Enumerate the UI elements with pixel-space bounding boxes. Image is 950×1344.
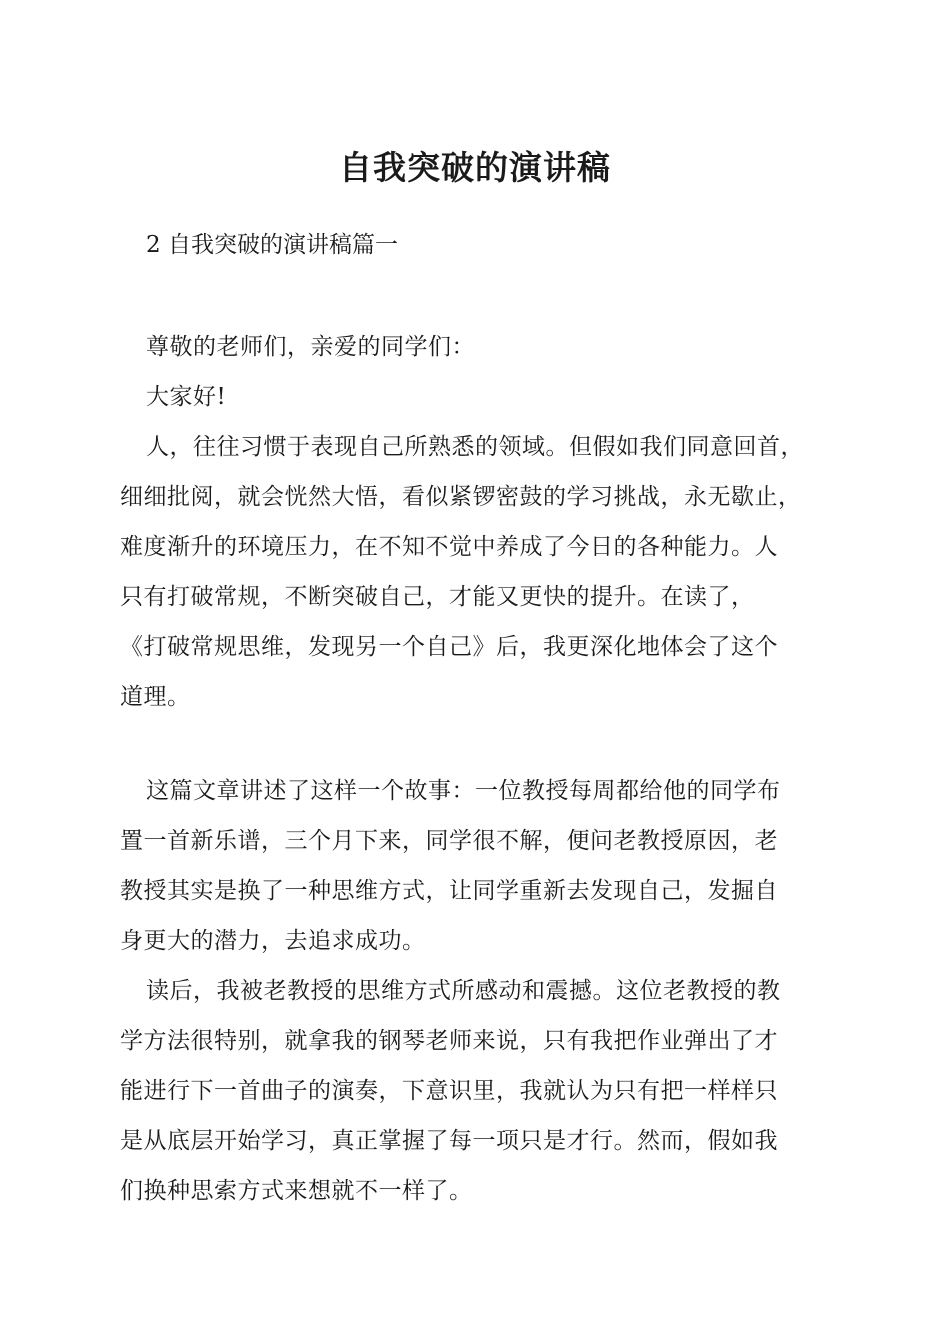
paragraph-2 [120, 766, 860, 966]
text-line: 道理。 [120, 684, 191, 710]
text-line: 人，往往习惯于表现自己所熟悉的领域。但假如我们同意回首， [146, 434, 804, 460]
text-line: 们换种思索方式来想就不一样了。 [120, 1178, 473, 1204]
text-line: 只有打破常规，不断突破自己，才能又更快的提升。在读了， [120, 584, 755, 610]
text-line: 读后，我被老教授的思维方式所感动和震撼。这位老教授的教 [146, 978, 781, 1004]
paragraph-3 [120, 966, 860, 1216]
text-line: 细细批阅，就会恍然大悟，看似紧锣密鼓的学习挑战，永无歇止， [120, 484, 802, 510]
text-line: 这篇文章讲述了这样一个故事：一位教授每周都给他的同学布 [146, 778, 781, 804]
text-line: 教授其实是换了一种思维方式，让同学重新去发现自己，发掘自 [120, 878, 778, 904]
text-line: 能进行下一首曲子的演奏，下意识里，我就认为只有把一样样只 [120, 1078, 778, 1104]
greeting-paragraph [120, 322, 860, 422]
text-line: 置一首新乐谱，三个月下来，同学很不解，便问老教授原因，老 [120, 828, 778, 854]
text-line: 身更大的潜力，去追求成功。 [120, 928, 426, 954]
page-title: 自我突破的演讲稿 [339, 148, 611, 187]
section-heading: 2 自我突破的演讲稿篇一 [146, 232, 398, 258]
paragraph-1 [120, 422, 860, 722]
greeting-line: 尊敬的老师们，亲爱的同学们： [146, 334, 475, 360]
hello-line: 大家好! [146, 384, 227, 410]
text-line: 《打破常规思维，发现另一个自己》后，我更深化地体会了这个 [120, 634, 778, 660]
text-line: 是从底层开始学习，真正掌握了每一项只是才行。然而，假如我 [120, 1128, 778, 1154]
text-line: 难度渐升的环境压力，在不知不觉中养成了今日的各种能力。人 [120, 534, 778, 560]
text-line: 学方法很特别，就拿我的钢琴老师来说，只有我把作业弹出了才 [120, 1028, 778, 1054]
